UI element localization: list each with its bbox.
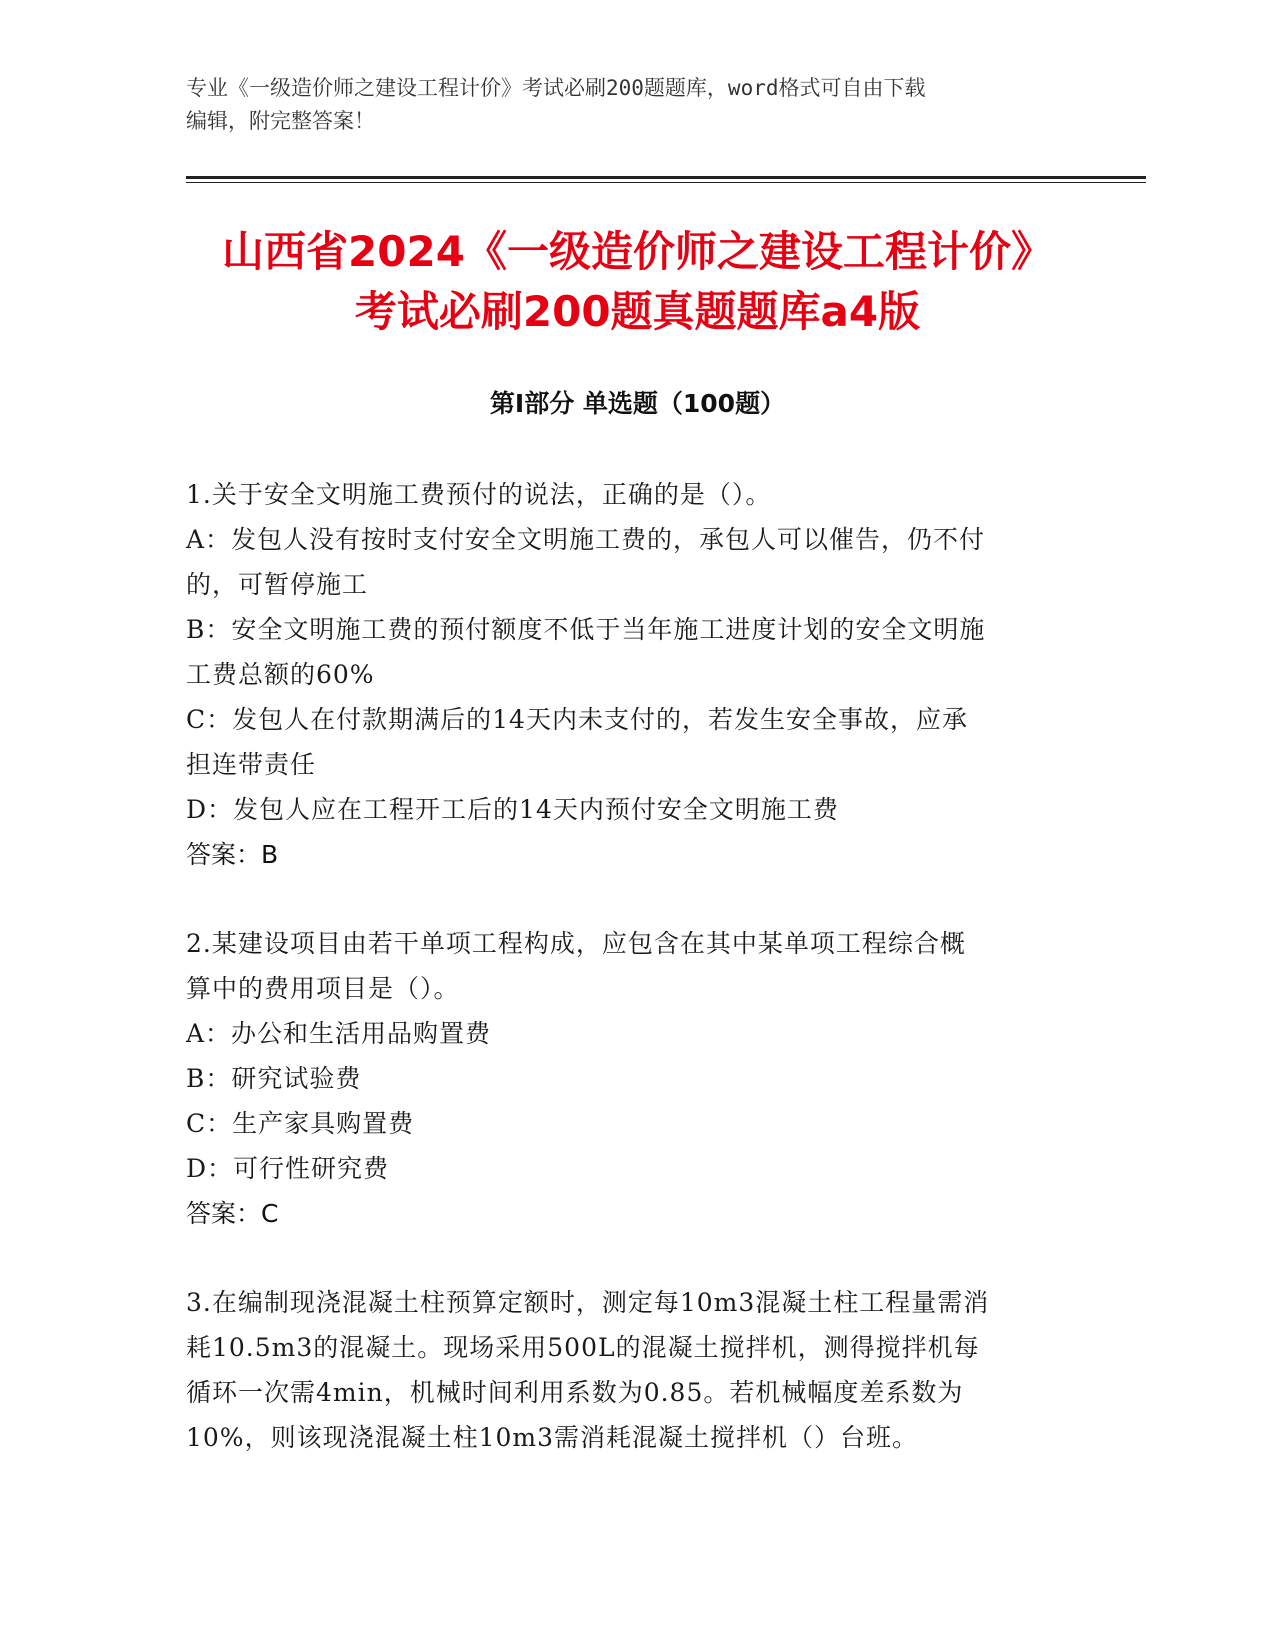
- document-title: [140, 222, 1135, 342]
- option-line: C：发包人在付款期满后的14天内未支付的，若发生安全事故，应承: [186, 705, 968, 734]
- option-c: [186, 697, 1066, 787]
- question-stem: 循环一次需4min，机械时间利用系数为0.85。若机械幅度差系数为: [186, 1378, 964, 1407]
- option-b: [186, 607, 1066, 697]
- option-line: A：发包人没有按时支付安全文明施工费的，承包人可以催告，仍不付: [186, 525, 986, 554]
- option-line: 工费总额的60%: [186, 660, 375, 689]
- option-line: B：安全文明施工费的预付额度不低于当年施工进度计划的安全文明施: [186, 615, 986, 644]
- answer: 答案：C: [186, 1199, 279, 1228]
- option-line: D：发包人应在工程开工后的14天内预付安全文明施工费: [186, 795, 839, 824]
- document-title-line-1: 山西省2024《一级造价师之建设工程计价》: [222, 227, 1053, 276]
- question-2: [186, 921, 1066, 1236]
- option-d: [186, 787, 1066, 832]
- header-note-line-1: 专业《一级造价师之建设工程计价》考试必刷200题题库，word格式可自由下载: [186, 76, 926, 100]
- question-stem: 算中的费用项目是（）。: [186, 974, 460, 1003]
- question-stem: 耗10.5m3的混凝土。现场采用500L的混凝土搅拌机，测得搅拌机每: [186, 1333, 980, 1362]
- option-d: D：可行性研究费: [186, 1154, 390, 1183]
- option-c: C：生产家具购置费: [186, 1109, 415, 1138]
- option-line: 的，可暂停施工: [186, 570, 369, 599]
- section-title: 第Ⅰ部分 单选题（100题）: [489, 389, 786, 418]
- answer: 答案：B: [186, 840, 279, 869]
- option-b: B：研究试验费: [186, 1064, 362, 1093]
- option-a: A：办公和生活用品购置费: [186, 1019, 492, 1048]
- header-note-line-2: 编辑，附完整答案！: [186, 109, 375, 133]
- question-stem: 3.在编制现浇混凝土柱预算定额时，测定每10m3混凝土柱工程量需消: [186, 1288, 990, 1317]
- question-stem: 2.某建设项目由若干单项工程构成，应包含在其中某单项工程综合概: [186, 929, 966, 958]
- header-divider-thick: [186, 176, 1146, 179]
- question-3: [186, 1280, 1066, 1460]
- header-note: [186, 72, 1066, 138]
- question-list: [186, 472, 1066, 1504]
- question-1: [186, 472, 1066, 877]
- document-title-line-2: 考试必刷200题真题题库a4版: [354, 287, 921, 336]
- option-line: 担连带责任: [186, 750, 317, 779]
- header-divider-thin: [186, 182, 1146, 183]
- question-stem: 1.关于安全文明施工费预付的说法，正确的是（）。: [186, 480, 772, 509]
- question-stem: 10%，则该现浇混凝土柱10m3需消耗混凝土搅拌机（）台班。: [186, 1423, 918, 1452]
- option-a: [186, 517, 1066, 607]
